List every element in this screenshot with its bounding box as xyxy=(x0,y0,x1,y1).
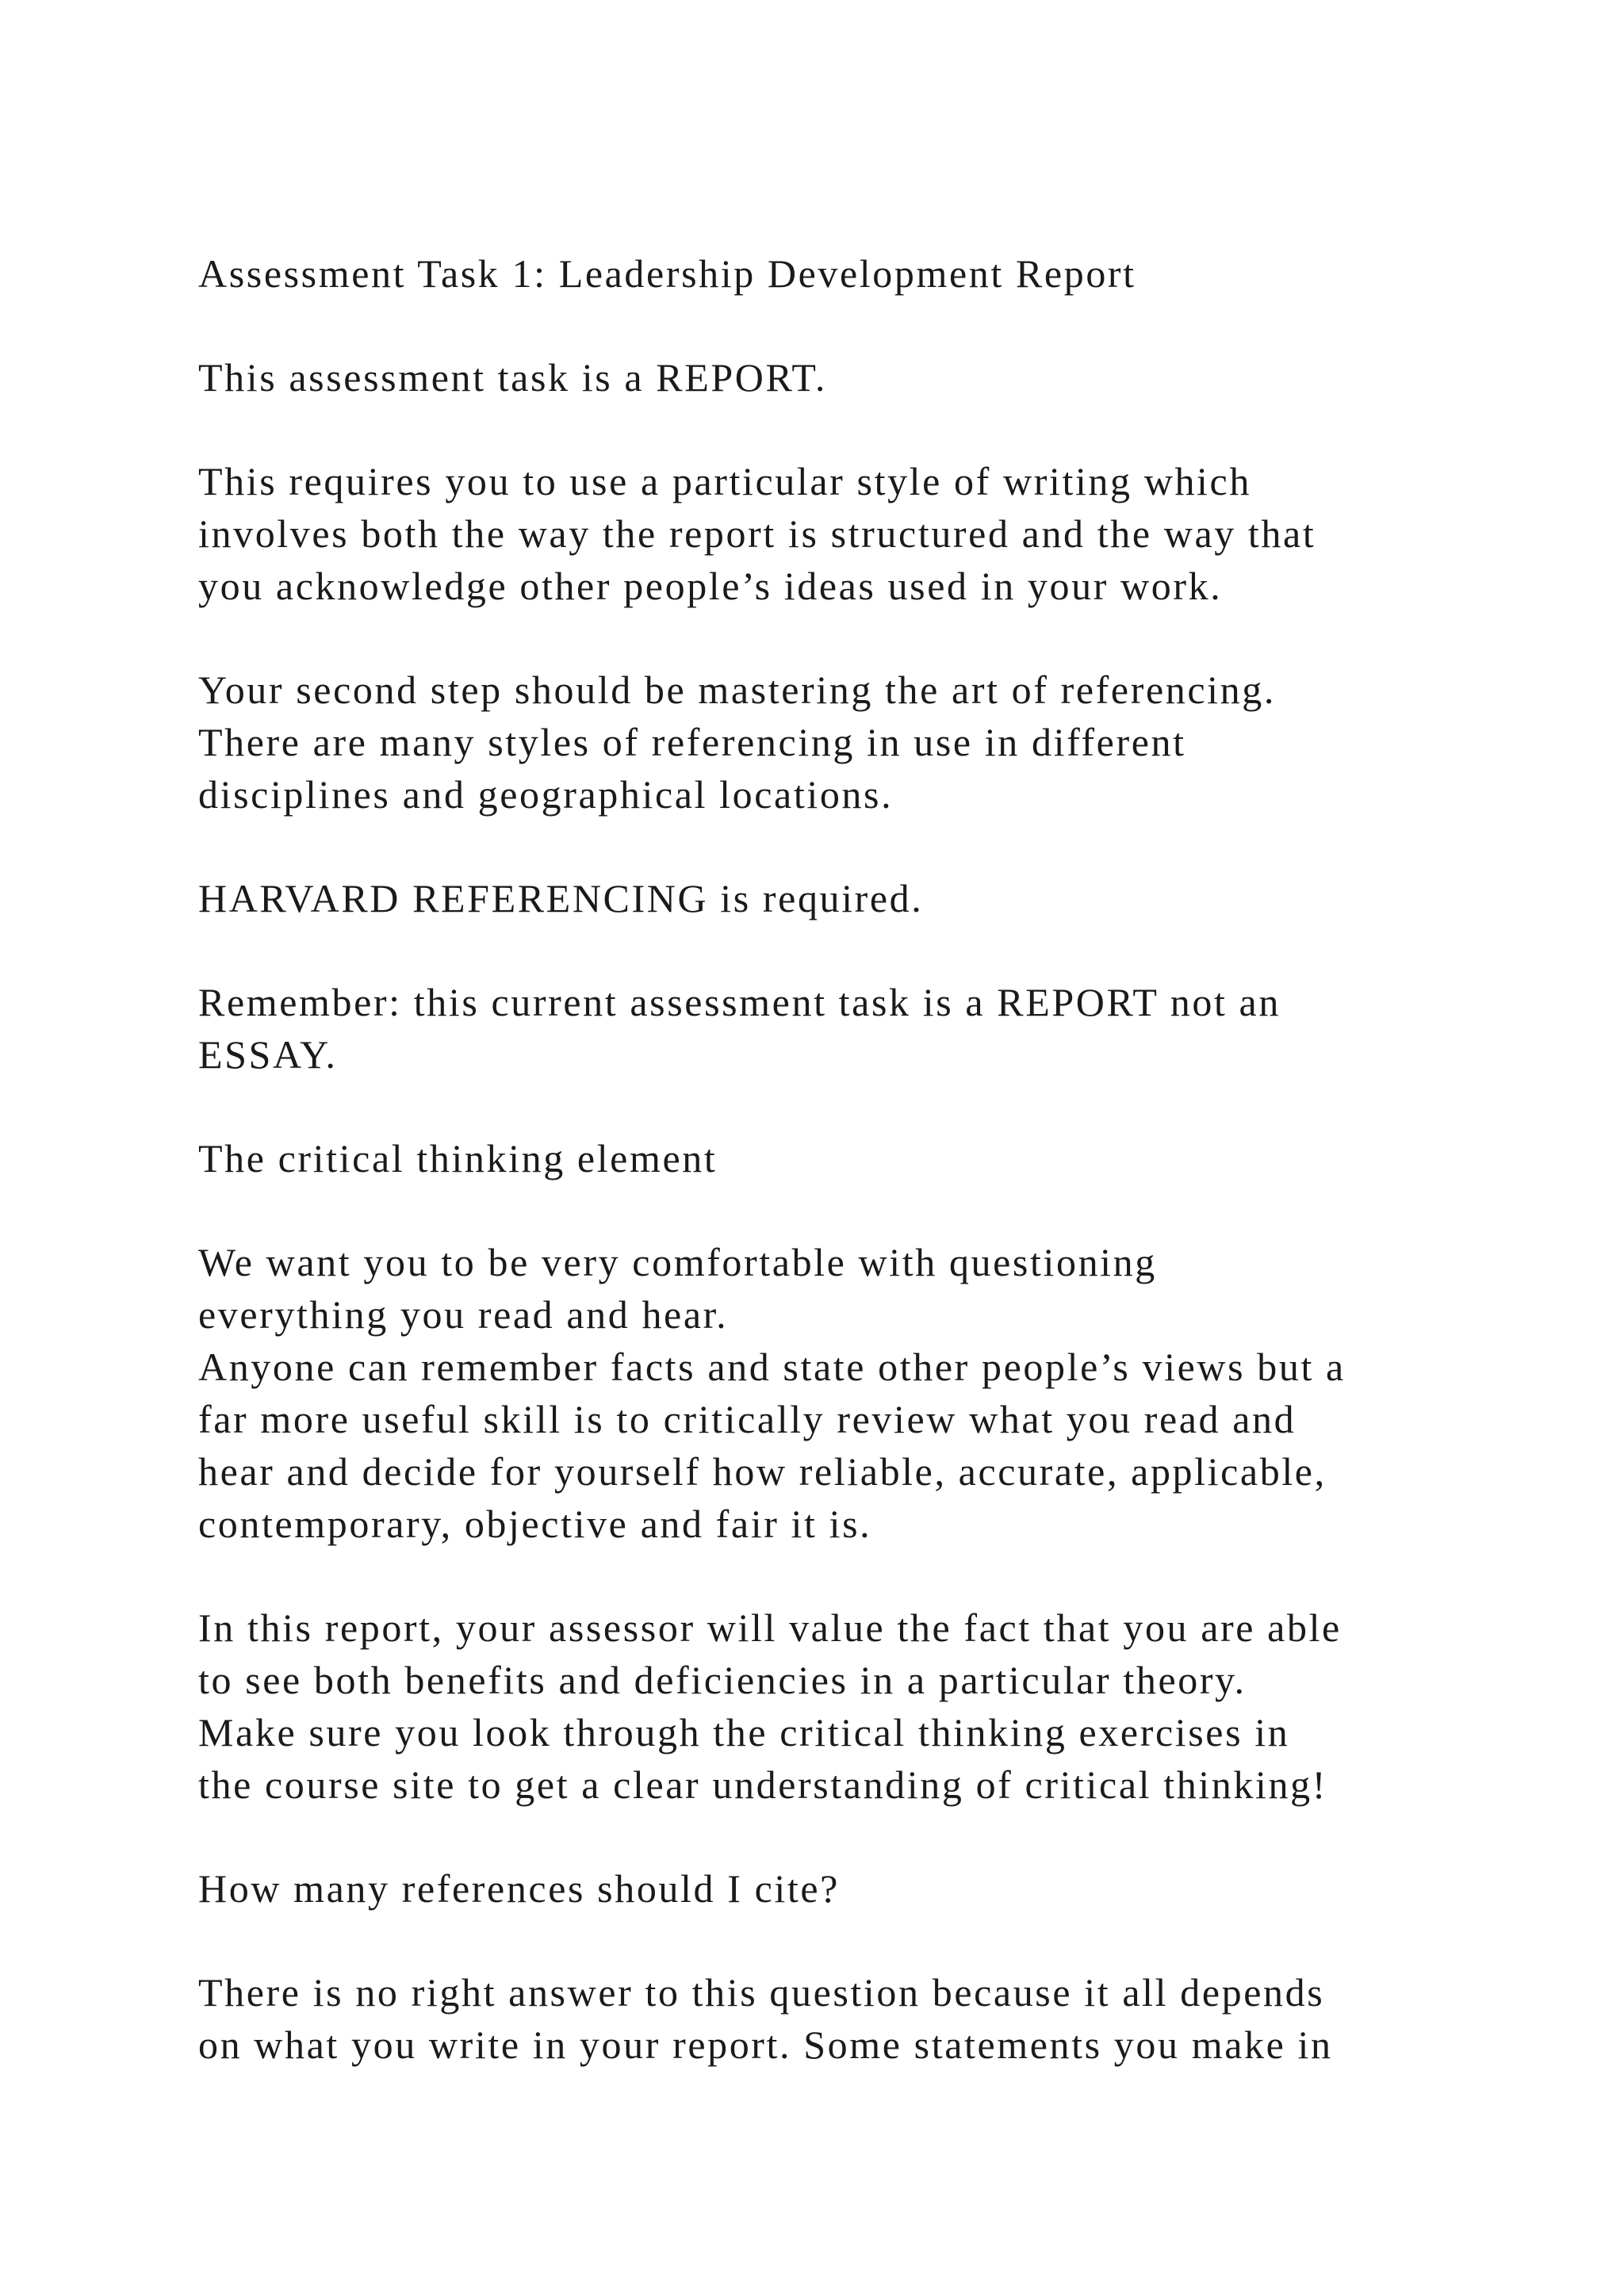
critical-thinking-heading: The critical thinking element xyxy=(198,1136,718,1181)
references-answer-paragraph xyxy=(198,1966,1483,2071)
paragraph-line: you acknowledge other people’s ideas used in your work. xyxy=(198,564,1223,608)
paragraph-line: ESSAY. xyxy=(198,1032,338,1077)
critical-thinking-paragraph xyxy=(198,1236,1483,1550)
paragraph-line: This requires you to use a particular style of writing which xyxy=(198,459,1251,503)
paragraph-line: Remember: this current assessment task is a REPORT not an xyxy=(198,980,1281,1024)
paragraph-line: We want you to be very comfortable with questioning xyxy=(198,1240,1157,1284)
document-title: Assessment Task 1: Leadership Development Report xyxy=(198,251,1136,296)
references-question: How many references should I cite? xyxy=(198,1866,840,1911)
paragraph-line: involves both the way the report is structured and the way that xyxy=(198,511,1316,556)
paragraph-line: Anyone can remember facts and state other people’s views but a xyxy=(198,1345,1346,1389)
harvard-note: HARVARD REFERENCING is required. xyxy=(198,876,924,920)
paragraph-line: everything you read and hear. xyxy=(198,1292,729,1337)
paragraph-line: far more useful skill is to critically review what you read and xyxy=(198,1397,1297,1441)
paragraph-line: Make sure you look through the critical thinking exercises in xyxy=(198,1710,1290,1755)
reminder-paragraph xyxy=(198,976,1483,1081)
paragraph-line: disciplines and geographical locations. xyxy=(198,772,894,817)
assessor-paragraph xyxy=(198,1601,1483,1811)
intro-text: This assessment task is a REPORT. xyxy=(198,355,827,400)
referencing-paragraph xyxy=(198,664,1483,821)
paragraph-line: Your second step should be mastering the art of referencing. xyxy=(198,668,1276,712)
paragraph-line: There is no right answer to this question because it all depends xyxy=(198,1970,1325,2015)
document-body xyxy=(198,247,1483,2071)
style-paragraph xyxy=(198,455,1483,612)
paragraph-line: the course site to get a clear understanding of critical thinking! xyxy=(198,1762,1327,1807)
paragraph-line: to see both benefits and deficiencies in a particular theory. xyxy=(198,1658,1247,1702)
paragraph-line: There are many styles of referencing in use in different xyxy=(198,720,1186,764)
paragraph-line: on what you write in your report. Some statements you make in xyxy=(198,2022,1333,2067)
paragraph-line: In this report, your assessor will value the fact that you are able xyxy=(198,1605,1342,1650)
paragraph-line: hear and decide for yourself how reliable, accurate, applicable, xyxy=(198,1449,1327,1494)
paragraph-line: contemporary, objective and fair it is. xyxy=(198,1502,872,1546)
